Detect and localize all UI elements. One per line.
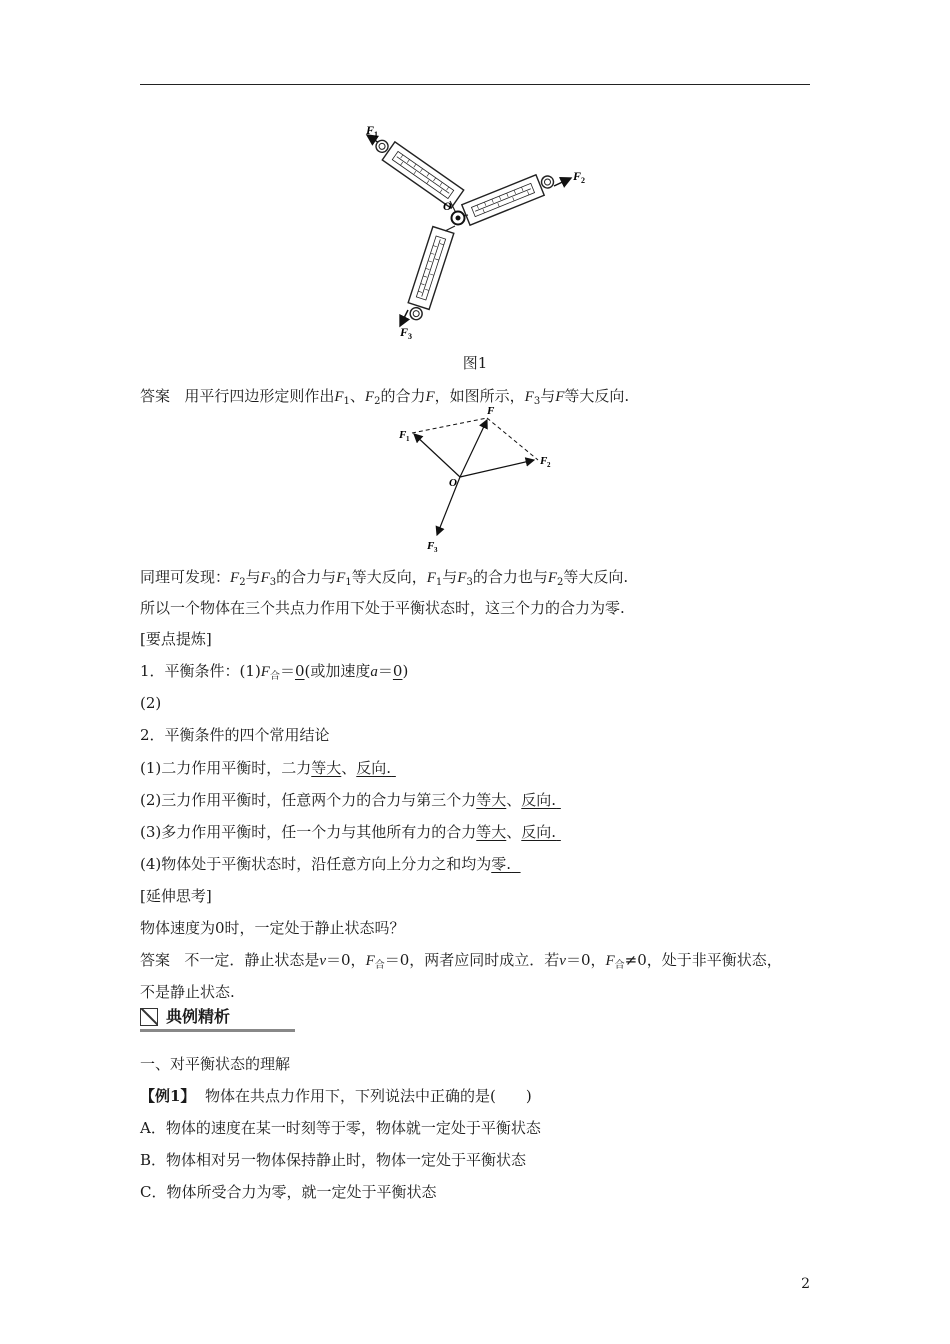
option-a: A．物体的速度在某一时刻等于零，物体就一定处于平衡状态 — [140, 1119, 541, 1137]
section-heading — [140, 1005, 295, 1031]
fig2-f-label: F — [487, 405, 495, 417]
section-underline — [140, 1029, 295, 1032]
para-similarly: 同理可发现：$F_2$与$F_3$的合力与$F_1$等大反向，$F_1$与$F_3$的合力也与$F_2$等大反向. — [140, 568, 629, 588]
fig1-f1-label: F — [366, 123, 375, 137]
conclusion-3: (3)多力作用平衡时，任一个力与其他所有力的合力等大、反向. — [140, 823, 557, 841]
key-point-1: 1．平衡条件：$(1)F_合=0$(或加速度a＝0) — [140, 662, 409, 682]
figure-1-spring-scales — [355, 118, 595, 346]
answer-1: 答案 用平行四边形定则作出$F_1$、$F_2$的合力F，如图所示，$F_3$与F等大反向. — [140, 387, 630, 407]
fig2-f2-sub: 2 — [547, 461, 551, 469]
key-point-1-2: (2) — [140, 694, 162, 712]
extension-answer-line2: 不是静止状态. — [140, 983, 235, 1001]
section-title: 典例精析 — [166, 1007, 231, 1026]
fig2-f1-sub: 1 — [406, 435, 410, 443]
header-rule — [140, 84, 810, 85]
fig2-f1-label: F — [399, 429, 407, 441]
conclusion-4: (4)物体处于平衡状态时，沿任意方向上分力之和均为零. — [140, 855, 512, 873]
fig2-f3-sub: 3 — [434, 546, 438, 554]
key-points-header: [要点提炼] — [140, 630, 212, 648]
example-1-stem: 【例1】 物体在共点力作用下，下列说法中正确的是( ) — [140, 1087, 532, 1105]
fig1-f3-sub: 3 — [408, 332, 412, 341]
extension-question: 物体速度为0时，一定处于静止状态吗？ — [140, 919, 405, 937]
fig1-f2-sub: 2 — [581, 176, 585, 185]
extension-answer: 答案 不一定．静止状态是v＝0，$F_合=0$，两者应同时成立．若v＝0，$F_合\ne 0$，处于非平衡状态， — [140, 951, 782, 971]
key-point-2: 2．平衡条件的四个常用结论 — [140, 726, 330, 744]
fig1-f1-sub: 1 — [374, 130, 378, 139]
fig2-f2-label: F — [540, 455, 548, 467]
fig1-o-label: O — [443, 199, 452, 213]
fig2-f3-label: F — [427, 540, 435, 552]
fig1-f2-label: F — [573, 169, 582, 183]
para-conclusion: 所以一个物体在三个共点力作用下处于平衡状态时，这三个力的合力为零. — [140, 599, 625, 617]
page-number: 2 — [801, 1276, 810, 1292]
section-slash-icon — [140, 1008, 158, 1026]
sub-heading: 一、对平衡状态的理解 — [140, 1055, 291, 1073]
fig2-o-label: O — [449, 477, 457, 489]
conclusion-1: (1)二力作用平衡时，二力等大、反向. — [140, 759, 392, 777]
figure-1-caption: 图1 — [462, 354, 488, 372]
extension-header: [延伸思考] — [140, 887, 212, 905]
option-c: C．物体所受合力为零，就一定处于平衡状态 — [140, 1183, 437, 1201]
figure-2-parallelogram — [390, 400, 565, 558]
fig1-f3-label: F — [400, 325, 409, 339]
option-b: B．物体相对另一物体保持静止时，物体一定处于平衡状态 — [140, 1151, 527, 1169]
conclusion-2: (2)三力作用平衡时，任意两个力的合力与第三个力等大、反向. — [140, 791, 557, 809]
